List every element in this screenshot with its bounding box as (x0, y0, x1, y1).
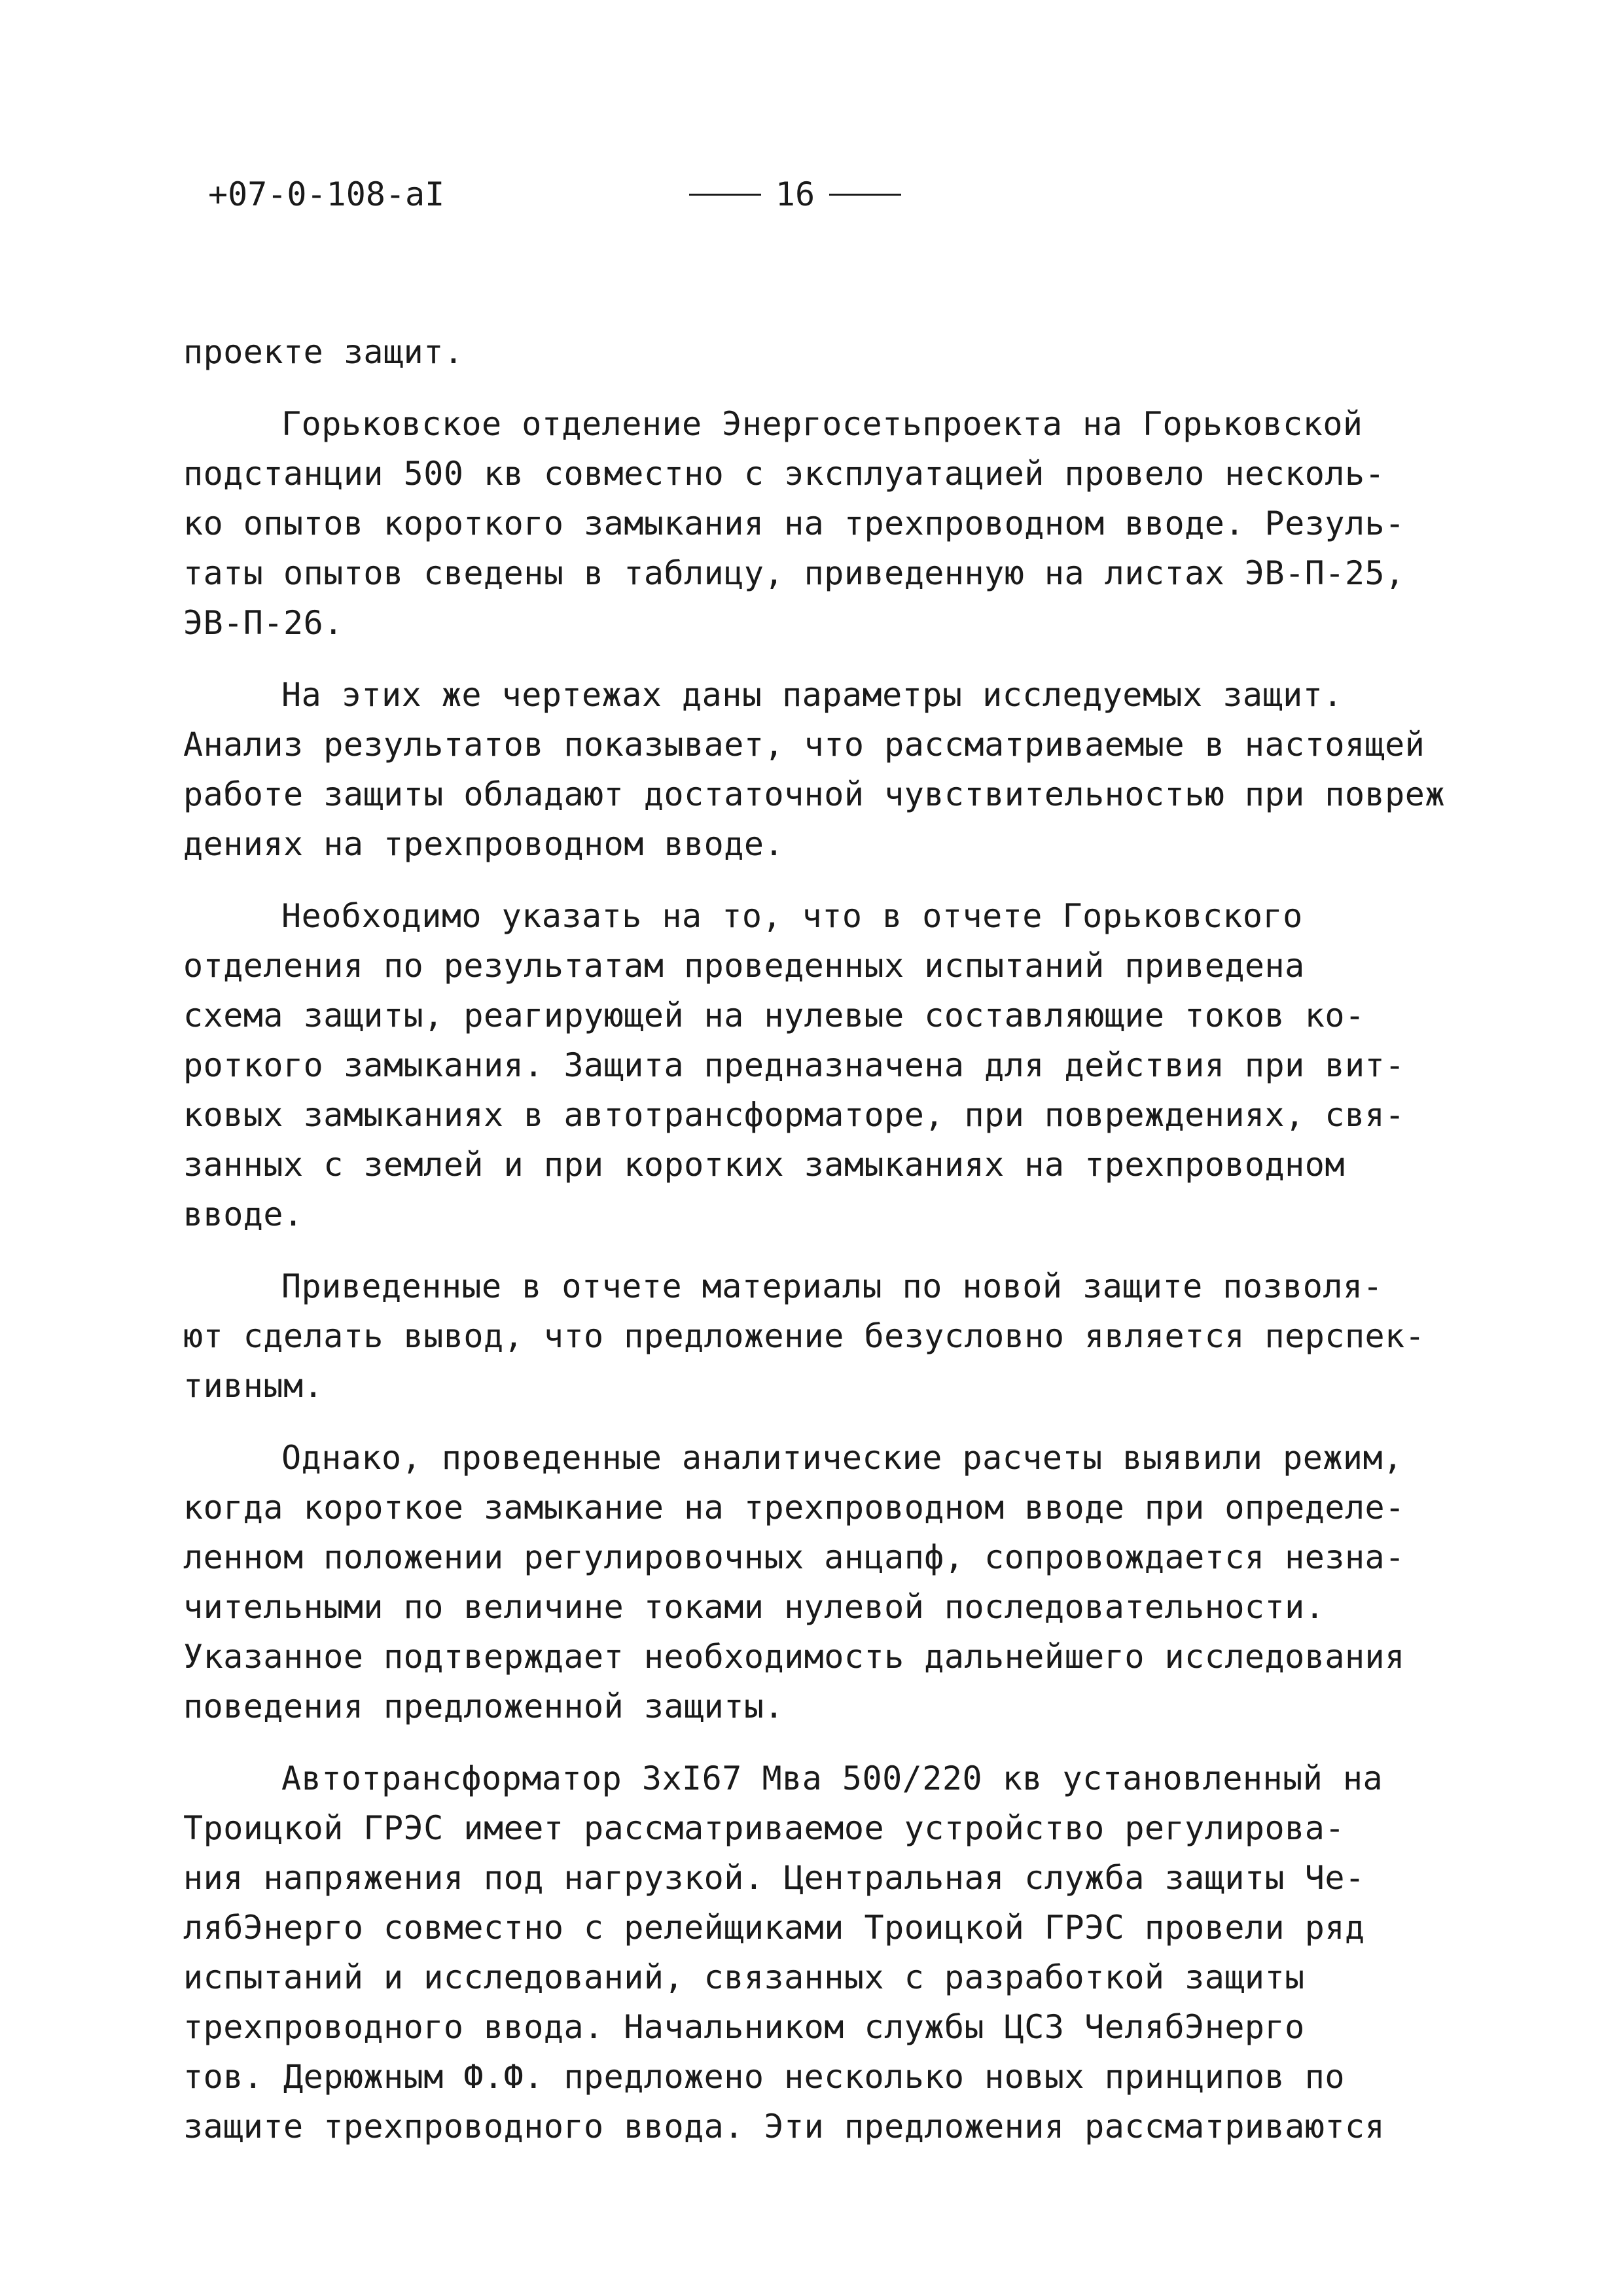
text-line: ют сделать вывод, что предложение безусловно является перспек- (183, 1317, 1425, 1355)
text-line: Указанное подтверждает необходимость дальнейшего исследования (183, 1638, 1405, 1676)
text-line: трехпроводного ввода. Начальником службы ЦСЗ ЧелябЭнерго (183, 2008, 1305, 2046)
paragraph (183, 327, 1459, 377)
text-line: Троицкой ГРЭС имеет рассматриваемое устройство регулирова- (183, 1809, 1345, 1847)
text-line: Приведенные в отчете материалы по новой защите позволя- (281, 1267, 1383, 1305)
text-line: лябЭнерго совместно с релейщиками Троицкой ГРЭС провели ряд (183, 1909, 1365, 1947)
paragraph (183, 399, 1459, 648)
text-line: схема защиты, реагирующей на нулевые составляющие токов ко- (183, 997, 1365, 1034)
text-line: работе защиты обладают достаточной чувствительностью при повреж (183, 775, 1445, 813)
text-line: ко опытов короткого замыкания на трехпроводном вводе. Резуль- (183, 504, 1405, 542)
text-line: Однако, проведенные аналитические расчеты выявили режим, (281, 1439, 1403, 1477)
page-number-header (661, 171, 929, 217)
text-line: испытаний и исследований, связанных с разработкой защиты (183, 1958, 1305, 1996)
text-line: На этих же чертежах даны параметры исследуемых защит. (281, 676, 1343, 714)
paragraph (183, 1262, 1459, 1411)
text-line: чительными по величине токами нулевой последовательности. (183, 1588, 1325, 1626)
text-line: вводе. (183, 1195, 304, 1233)
text-line: дениях на трехпроводном вводе. (183, 825, 785, 863)
paragraph (183, 1754, 1459, 2151)
text-line: ковых замыканиях в автотрансформаторе, при повреждениях, свя- (183, 1096, 1405, 1134)
text-line: ленном положении регулировочных анцапф, сопровождается незна- (183, 1538, 1405, 1576)
page-number: 16 (775, 175, 815, 213)
text-line: ЭВ-П-26. (183, 604, 344, 642)
text-line: Автотрансформатор 3хI67 Мва 500/220 кв установленный на (281, 1759, 1383, 1797)
text-line: Необходимо указать на то, что в отчете Горьковского (281, 897, 1303, 935)
paragraph (183, 670, 1459, 869)
text-line: ния напряжения под нагрузкой. Центральная служба защиты Че- (183, 1859, 1365, 1897)
text-line: тивным. (183, 1367, 324, 1405)
text-line: занных с землей и при коротких замыканиях на трехпроводном (183, 1146, 1345, 1184)
text-line: тов. Дерюжным Ф.Ф. предложено несколько новых принципов по (183, 2058, 1345, 2096)
left-dash-decoration (689, 194, 761, 196)
text-line: защите трехпроводного ввода. Эти предложения рассматриваются (183, 2108, 1385, 2146)
text-line: поведения предложенной защиты. (183, 1687, 785, 1725)
text-line: когда короткое замыкание на трехпроводном вводе при определе- (183, 1489, 1405, 1527)
document-body (183, 327, 1459, 2151)
text-line: Горьковское отделение Энергосетьпроекта на Горьковской (281, 405, 1363, 443)
text-line: таты опытов сведены в таблицу, приведенную на листах ЭВ-П-25, (183, 554, 1405, 592)
text-line: отделения по результатам проведенных испытаний приведена (183, 947, 1305, 985)
document-code: +07-0-108-aI (208, 175, 445, 213)
right-dash-decoration (829, 194, 901, 196)
paragraph (183, 891, 1459, 1239)
text-line: подстанции 500 кв совместно с эксплуатацией провело несколь- (183, 455, 1385, 493)
text-line: роткого замыкания. Защита предназначена для действия при вит- (183, 1046, 1405, 1084)
paragraph (183, 1433, 1459, 1731)
text-line: проекте защит. (183, 333, 464, 371)
text-line: Анализ результатов показывает, что рассматриваемые в настоящей (183, 726, 1425, 764)
